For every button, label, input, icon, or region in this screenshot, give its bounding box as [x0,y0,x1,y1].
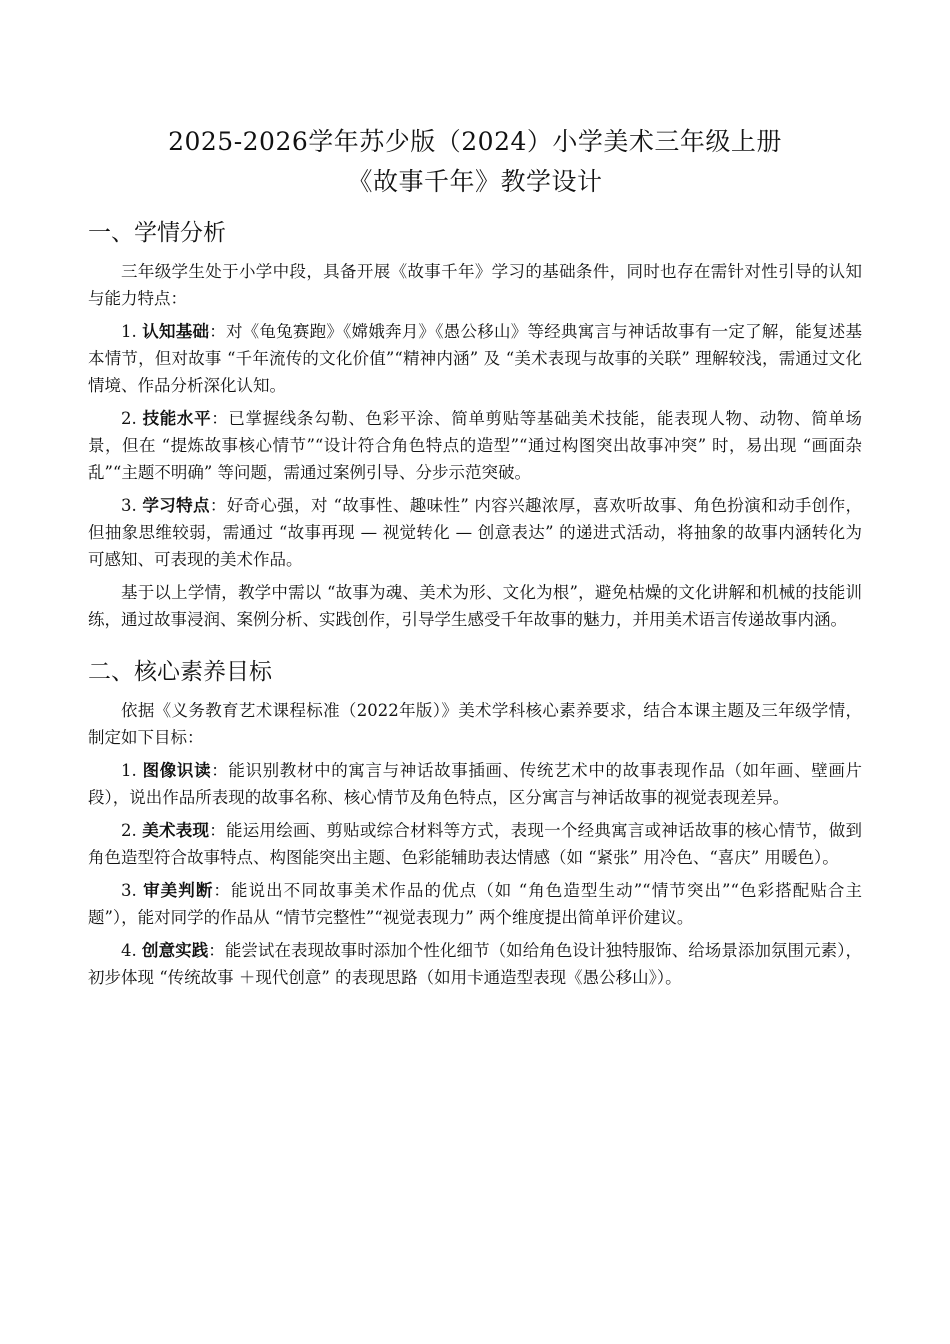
item-number: 1. [121,761,143,780]
section1-item-3 [88,492,862,573]
item-lead: 图像识读 [142,761,212,780]
section1-summary: 基于以上学情，教学中需以 “故事为魂、美术为形、文化为根”，避免枯燥的文化讲解和机械的技能训练，通过故事浸润、案例分析、实践创作，引导学生感受千年故事的魅力，并用美术语言传递故事内涵。 [88,583,862,629]
item-text: ：能尝试在表现故事时添加个性化细节（如给角色设计独特服饰、给场景添加氛围元素），初步体现 “传统故事 ＋现代创意” 的表现思路（如用卡通造型表现《愚公移山》）。 [88,941,863,987]
item-text: ：能说出不同故事美术作品的优点（如 “角色造型生动”“情节突出”“色彩搭配贴合主题”），能对同学的作品从 “情节完整性”“视觉表现力” 两个维度提出简单评价建议。 [88,881,862,927]
section2-item-4 [88,937,862,991]
section-heading-core-literacy-goals: 二、核心素养目标 [88,659,272,685]
section1-item-1 [88,318,862,399]
item-lead: 学习特点 [142,496,210,515]
item-number: 3. [121,881,144,900]
section1-item-2 [88,405,862,486]
item-number: 3. [121,496,143,515]
item-lead: 技能水平 [142,409,212,428]
item-lead: 认知基础 [142,322,210,341]
document-page [88,122,862,997]
document-title-line2: 《故事千年》教学设计 [347,167,603,196]
item-number: 4. [121,941,143,960]
section-heading-learner-analysis: 一、学情分析 [88,220,226,246]
section2-intro: 依据《义务教育艺术课程标准（2022年版）》美术学科核心素养要求，结合本课主题及三年级学情，制定如下目标： [88,701,862,747]
section2-item-3 [88,877,862,931]
item-text: ：好奇心强，对 “故事性、趣味性” 内容兴趣浓厚，喜欢听故事、角色扮演和动手创作，但抽象思维较弱，需通过 “故事再现 — 视觉转化 — 创意表达” 的递进式活动，将抽象的故事内涵转化为可感知、可表现的美术作品。 [88,496,862,569]
item-number: 2. [121,409,143,428]
section2-item-2 [88,817,862,871]
section2-item-1 [88,757,862,811]
document-title-line1: 2025-2026学年苏少版（2024）小学美术三年级上册 [168,127,782,156]
item-lead: 审美判断 [143,881,214,900]
item-lead: 美术表现 [142,821,210,840]
item-text: ：能运用绘画、剪贴或综合材料等方式，表现一个经典寓言或神话故事的核心情节，做到角色造型符合故事特点、构图能突出主题、色彩能辅助表达情感（如 “紧张” 用冷色、“喜庆” 用暖色）。 [88,821,862,867]
item-number: 1. [121,322,143,341]
section1-intro: 三年级学生处于小学中段，具备开展《故事千年》学习的基础条件，同时也存在需针对性引导的认知与能力特点： [88,262,862,308]
item-number: 2. [121,821,143,840]
item-text: ：对《龟兔赛跑》《嫦娥奔月》《愚公移山》等经典寓言与神话故事有一定了解，能复述基本情节，但对故事 “千年流传的文化价值”“精神内涵” 及 “美术表现与故事的关联” 理解较浅，需通过文化情境、作品分析深化认知。 [88,322,863,395]
item-text: ：已掌握线条勾勒、色彩平涂、简单剪贴等基础美术技能，能表现人物、动物、简单场景，但在 “提炼故事核心情节”“设计符合角色特点的造型”“通过构图突出故事冲突” 时，易出现 “画面杂乱”“主题不明确” 等问题，需通过案例引导、分步示范突破。 [88,409,863,482]
item-text: ：能识别教材中的寓言与神话故事插画、传统艺术中的故事表现作品（如年画、壁画片段），说出作品所表现的故事名称、核心情节及角色特点，区分寓言与神话故事的视觉表现差异。 [88,761,863,807]
item-lead: 创意实践 [142,941,209,960]
